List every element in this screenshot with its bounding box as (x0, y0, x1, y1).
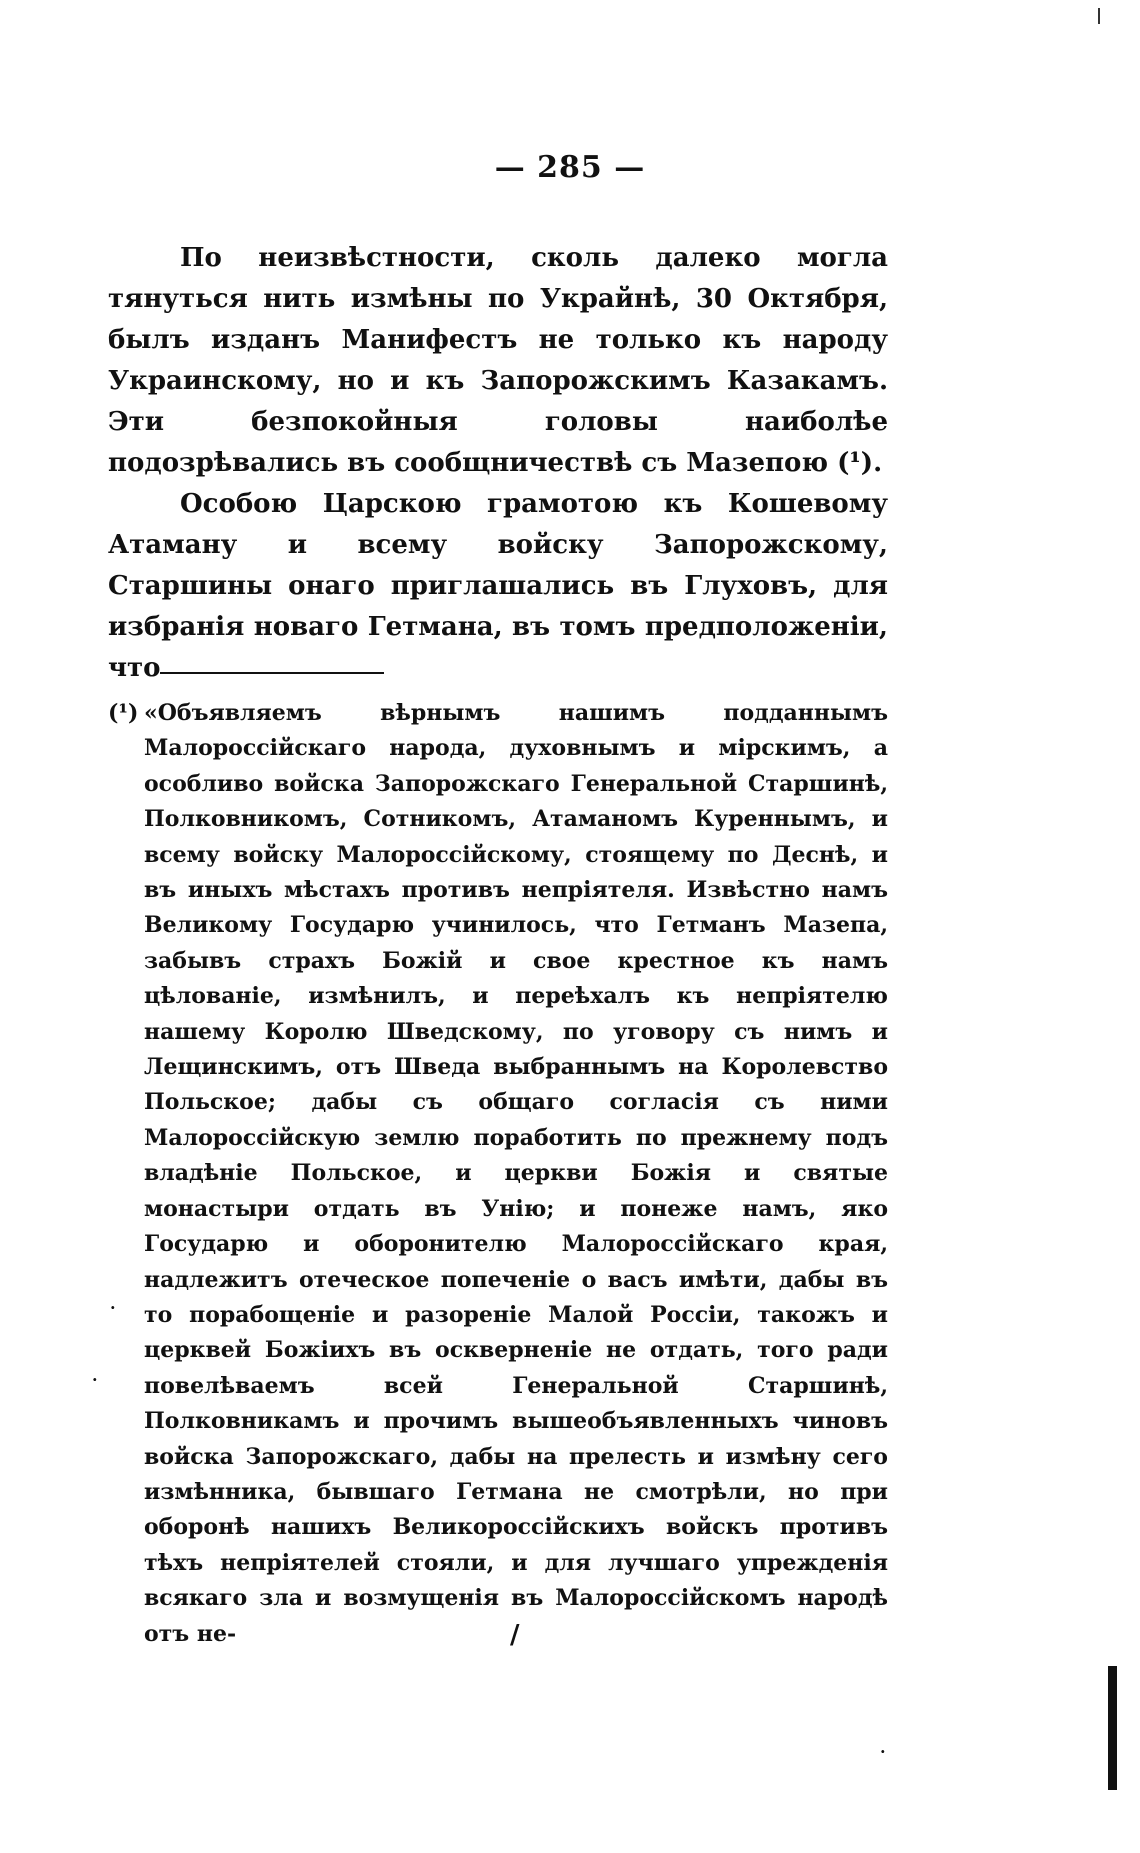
footnote (108, 696, 888, 1652)
scan-edge-bar (1108, 1666, 1117, 1790)
footnote-separator-rule (160, 672, 384, 674)
stray-dot-mark: · (92, 1370, 98, 1389)
paragraph-1: По неизвѣстности, сколь далеко могла тянуться нить измѣны по Украйнѣ, 30 Октября, былъ изданъ Манифестъ не только къ народу Украинскому, но и къ Запорожскимъ Казакамъ. Эти безпокойныя головы наиболѣе подозрѣвались въ сообщничествѣ съ Мазепою (¹). (108, 243, 888, 478)
footnote-marker: (¹) (108, 700, 139, 726)
stray-dot-mark: · (880, 1742, 886, 1761)
stray-dot-mark: · (110, 1298, 116, 1317)
main-text (108, 238, 888, 689)
footnote-text: «Объявляемъ вѣрнымъ нашимъ подданнымъ Малороссійскаго народа, духовнымъ и мірскимъ, а особливо войска Запорожскаго Генеральной Старшинѣ, Полковникомъ, Сотникомъ, Атаманомъ Куреннымъ, и всему войску Малороссійскому, стоящему по Деснѣ, и въ иныхъ мѣстахъ противъ непріятеля. Извѣстно намъ Великому Государю учинилось, что Гетманъ Мазепа, забывъ страхъ Божій и свое крестное къ намъ цѣлованіе, измѣнилъ, и переѣхалъ къ непріятелю нашему Королю Шведскому, по уговору съ нимъ и Лещинскимъ, отъ Шведа выбраннымъ на Королевство Польское; дабы съ общаго согласія съ ними Малороссійскую землю поработить по прежнему подъ владѣніе Польское, и церкви Божія и святые монастыри отдать въ Унію; и понеже намъ, яко Государю и оборонителю Малороссійскаго края, надлежитъ отеческое попеченіе о васъ имѣти, дабы въ то порабощеніе и разореніе Малой Россіи, такожъ и церквей Божіихъ въ оскверненіе не отдать, того ради повелѣваемъ всей Генеральной Старшинѣ, Полковникамъ и прочимъ вышеобъявленныхъ чиновъ войска Запорожскаго, дабы на прелесть и измѣну сего измѣнника, бывшаго Гетмана не смотрѣли, но при оборонѣ нашихъ Великороссійскихъ войскъ противъ тѣхъ непріятелей стояли, и для лучшаго упрежденія всякаго зла и возмущенія въ Малороссійскомъ народѣ отъ не- (144, 700, 888, 1647)
paragraph-2: Особою Царскою грамотою къ Кошевому Атаману и всему войску Запорожскому, Старшины онаго приглашались въ Глуховъ, для избранія новаго Гетмана, въ томъ предположеніи, что (108, 489, 888, 683)
scan-corner-mark (1098, 8, 1100, 24)
stray-slash-mark: / (510, 1620, 520, 1650)
page-number: — 285 — (494, 150, 646, 185)
